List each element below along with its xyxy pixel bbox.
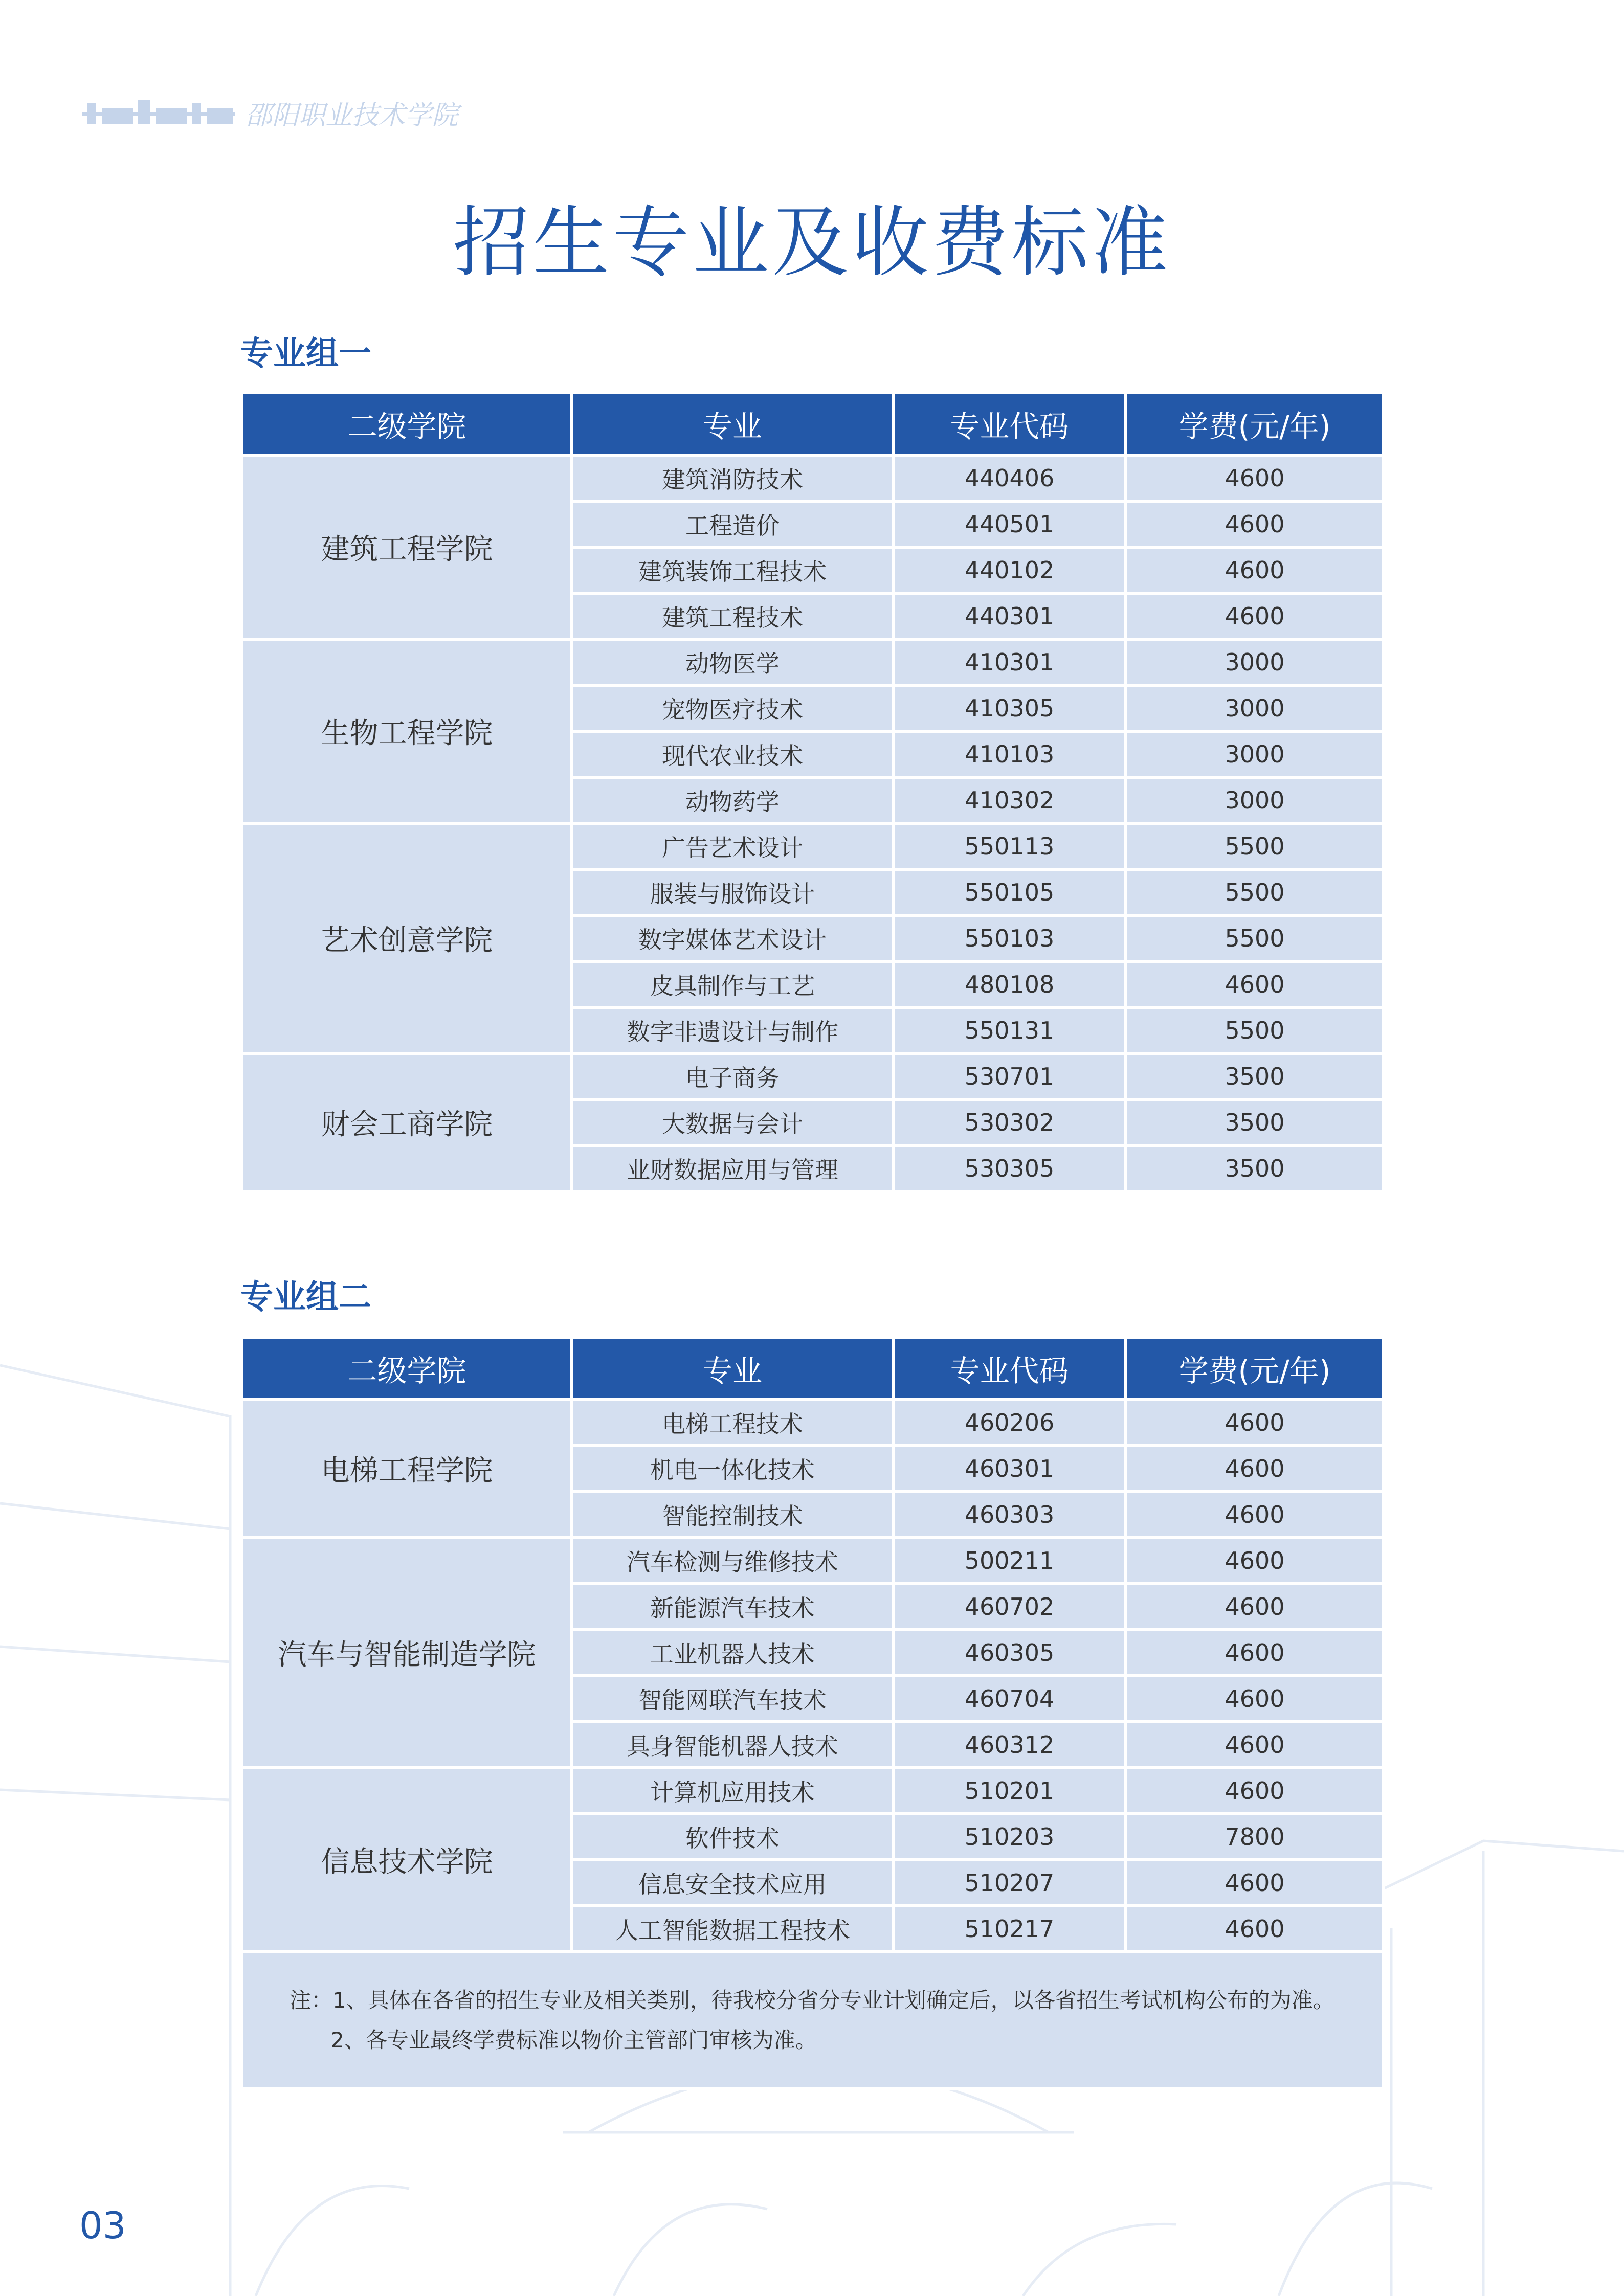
major-cell: 具身智能机器人技术 xyxy=(572,1722,893,1768)
major-cell: 建筑装饰工程技术 xyxy=(572,547,893,593)
fee-cell: 4600 xyxy=(1126,1584,1384,1630)
note-line: 2、各专业最终学费标准以物价主管部门审核为准。 xyxy=(330,2028,817,2053)
fee-cell: 4600 xyxy=(1126,1400,1384,1446)
major-cell: 工业机器人技术 xyxy=(572,1630,893,1676)
table-row xyxy=(242,639,1384,685)
code-cell: 410305 xyxy=(893,685,1126,731)
code-cell: 460704 xyxy=(893,1676,1126,1722)
group-title: 专业组一 xyxy=(240,335,371,373)
fee-cell: 4600 xyxy=(1126,593,1384,639)
major-cell: 人工智能数据工程技术 xyxy=(572,1906,893,1952)
code-cell: 550113 xyxy=(893,823,1126,869)
college-cell: 汽车与智能制造学院 xyxy=(242,1538,572,1768)
code-cell: 460702 xyxy=(893,1584,1126,1630)
major-cell: 数字媒体艺术设计 xyxy=(572,915,893,961)
code-cell: 500211 xyxy=(893,1538,1126,1584)
code-cell: 410103 xyxy=(893,731,1126,777)
code-cell: 440102 xyxy=(893,547,1126,593)
major-cell: 动物医学 xyxy=(572,639,893,685)
major-cell: 机电一体化技术 xyxy=(572,1446,893,1492)
major-cell: 工程造价 xyxy=(572,501,893,547)
major-cell: 建筑工程技术 xyxy=(572,593,893,639)
code-cell: 510201 xyxy=(893,1768,1126,1814)
fee-cell: 4600 xyxy=(1126,1860,1384,1906)
fee-cell: 3500 xyxy=(1126,1099,1384,1145)
fee-table-group-1 xyxy=(240,391,1385,1193)
college-cell: 信息技术学院 xyxy=(242,1768,572,1952)
code-cell: 410301 xyxy=(893,639,1126,685)
group-title: 专业组二 xyxy=(240,1278,371,1316)
major-cell: 现代农业技术 xyxy=(572,731,893,777)
code-cell: 510217 xyxy=(893,1906,1126,1952)
fee-cell: 3000 xyxy=(1126,731,1384,777)
school-name: 邵阳职业技术学院 xyxy=(246,100,459,131)
code-cell: 530305 xyxy=(893,1145,1126,1191)
code-cell: 550131 xyxy=(893,1007,1126,1053)
major-cell: 动物药学 xyxy=(572,777,893,823)
college-cell: 电梯工程学院 xyxy=(242,1400,572,1538)
fee-cell: 4600 xyxy=(1126,501,1384,547)
column-header: 专业代码 xyxy=(893,1337,1126,1400)
column-header: 二级学院 xyxy=(242,393,572,455)
college-cell: 财会工商学院 xyxy=(242,1053,572,1191)
code-cell: 460305 xyxy=(893,1630,1126,1676)
major-cell: 电子商务 xyxy=(572,1053,893,1099)
fee-cell: 5500 xyxy=(1126,915,1384,961)
code-cell: 440501 xyxy=(893,501,1126,547)
major-cell: 汽车检测与维修技术 xyxy=(572,1538,893,1584)
college-cell: 艺术创意学院 xyxy=(242,823,572,1053)
table-header-row xyxy=(242,1337,1384,1400)
column-header: 专业代码 xyxy=(893,393,1126,455)
page-title: 招生专业及收费标准 xyxy=(453,198,1171,287)
fee-cell: 5500 xyxy=(1126,1007,1384,1053)
fee-cell: 4600 xyxy=(1126,1906,1384,1952)
major-cell: 服装与服饰设计 xyxy=(572,869,893,915)
code-cell: 460312 xyxy=(893,1722,1126,1768)
major-cell: 数字非遗设计与制作 xyxy=(572,1007,893,1053)
fee-cell: 4600 xyxy=(1126,1768,1384,1814)
table-row xyxy=(242,1053,1384,1099)
code-cell: 510203 xyxy=(893,1814,1126,1860)
fee-table-group-2 xyxy=(240,1336,1385,2090)
major-cell: 业财数据应用与管理 xyxy=(572,1145,893,1191)
major-cell: 软件技术 xyxy=(572,1814,893,1860)
code-cell: 410302 xyxy=(893,777,1126,823)
table-header-row xyxy=(242,393,1384,455)
major-cell: 信息安全技术应用 xyxy=(572,1860,893,1906)
code-cell: 550103 xyxy=(893,915,1126,961)
fee-cell: 3000 xyxy=(1126,639,1384,685)
table-row xyxy=(242,1768,1384,1814)
table-row xyxy=(242,1538,1384,1584)
fee-cell: 3000 xyxy=(1126,777,1384,823)
college-cell: 生物工程学院 xyxy=(242,639,572,823)
major-cell: 皮具制作与工艺 xyxy=(572,961,893,1007)
fee-cell: 3500 xyxy=(1126,1053,1384,1099)
code-cell: 480108 xyxy=(893,961,1126,1007)
fee-cell: 4600 xyxy=(1126,1538,1384,1584)
major-cell: 智能控制技术 xyxy=(572,1492,893,1538)
code-cell: 460206 xyxy=(893,1400,1126,1446)
code-cell: 510207 xyxy=(893,1860,1126,1906)
notes-cell xyxy=(242,1952,1384,2089)
fee-cell: 5500 xyxy=(1126,823,1384,869)
column-header: 二级学院 xyxy=(242,1337,572,1400)
code-cell: 440301 xyxy=(893,593,1126,639)
fee-cell: 4600 xyxy=(1126,1630,1384,1676)
code-cell: 460303 xyxy=(893,1492,1126,1538)
fee-cell: 4600 xyxy=(1126,1492,1384,1538)
column-header: 学费(元/年) xyxy=(1126,1337,1384,1400)
major-cell: 电梯工程技术 xyxy=(572,1400,893,1446)
fee-cell: 4600 xyxy=(1126,547,1384,593)
major-cell: 新能源汽车技术 xyxy=(572,1584,893,1630)
fee-cell: 3000 xyxy=(1126,685,1384,731)
fee-cell: 4600 xyxy=(1126,961,1384,1007)
major-cell: 建筑消防技术 xyxy=(572,455,893,501)
table-row xyxy=(242,823,1384,869)
table-row xyxy=(242,1400,1384,1446)
major-cell: 计算机应用技术 xyxy=(572,1768,893,1814)
column-header: 专业 xyxy=(572,1337,893,1400)
page-header xyxy=(82,92,458,133)
notes-row xyxy=(242,1952,1384,2089)
code-cell: 460301 xyxy=(893,1446,1126,1492)
fee-cell: 5500 xyxy=(1126,869,1384,915)
major-cell: 大数据与会计 xyxy=(572,1099,893,1145)
major-cell: 广告艺术设计 xyxy=(572,823,893,869)
column-header: 专业 xyxy=(572,393,893,455)
college-cell: 建筑工程学院 xyxy=(242,455,572,639)
major-cell: 宠物医疗技术 xyxy=(572,685,893,731)
campus-building-logo-icon xyxy=(82,97,235,128)
column-header: 学费(元/年) xyxy=(1126,393,1384,455)
code-cell: 440406 xyxy=(893,455,1126,501)
fee-cell: 4600 xyxy=(1126,455,1384,501)
page-number: 03 xyxy=(79,2204,126,2247)
table-row xyxy=(242,455,1384,501)
code-cell: 550105 xyxy=(893,869,1126,915)
fee-cell: 4600 xyxy=(1126,1676,1384,1722)
fee-cell: 4600 xyxy=(1126,1446,1384,1492)
major-cell: 智能网联汽车技术 xyxy=(572,1676,893,1722)
code-cell: 530302 xyxy=(893,1099,1126,1145)
note-line: 注：1、具体在各省的招生专业及相关类别，待我校分省分专业计划确定后，以各省招生考试机构公布的为准。 xyxy=(290,1988,1334,2013)
code-cell: 530701 xyxy=(893,1053,1126,1099)
fee-cell: 4600 xyxy=(1126,1722,1384,1768)
fee-cell: 3500 xyxy=(1126,1145,1384,1191)
fee-cell: 7800 xyxy=(1126,1814,1384,1860)
